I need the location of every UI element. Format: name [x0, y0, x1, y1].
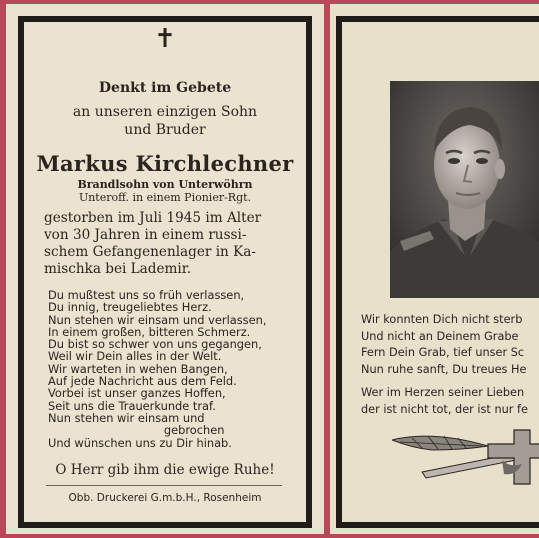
- verse-lines: Wir konnten Dich nicht sterb Und nicht an Deinem Grabe Fern Dein Grab, tief unser Sc Nun ruhe sanft, Du treues He: [361, 313, 527, 376]
- closing-prayer: O Herr gib ihm die ewige Ruhe!: [55, 462, 275, 478]
- heading: Denkt im Gebete: [98, 80, 232, 96]
- wing-cross-emblem-icon: [392, 424, 539, 498]
- memorial-card-right: [330, 4, 539, 534]
- intro-line: und Bruder: [124, 122, 206, 138]
- intro-text: [6, 103, 324, 139]
- divider: [46, 485, 282, 486]
- memorial-poem: Du mußtest uns so früh verlassen, Du innig, treugeliebtes Herz. Nun stehen wir einsam und verlassen, In einem großen, bitteren Schmerz. Du bist so schwer von uns gegangen, Weil wir Dein alles in der Welt. Wir warteten in wehen Bangen, Auf jede Nachricht aus dem Feld. Vorbei ist unser ganzes Hoffen, Seit uns die Trauerkunde traf. Nun stehen wir einsam und gebrochen Und wünschen uns zu Dir hinab.: [48, 288, 267, 450]
- subtitle-origin: Brandlsohn von Unterwöhrn: [77, 178, 253, 191]
- soldier-portrait-photo: [390, 81, 539, 298]
- subtitle-rank: Unteroff. in einem Pionier-Rgt.: [78, 191, 252, 204]
- printer-credit: Obb. Druckerei G.m.b.H., Rosenheim: [68, 492, 262, 504]
- deceased-name: Markus Kirchlechner: [36, 151, 294, 176]
- cross-icon: ✝: [154, 24, 176, 54]
- death-details: gestorben im Juli 1945 im Alter von 30 Jahren in einem russi- schem Gefangenenlager in Ka- mischka bei Lademir.: [44, 210, 262, 277]
- intro-line: an unseren einzigen Sohn: [72, 104, 258, 120]
- verse-lines: Wer im Herzen seiner Lieben der ist nicht tot, der ist nur fe: [361, 386, 528, 416]
- memorial-card-left: [6, 4, 324, 534]
